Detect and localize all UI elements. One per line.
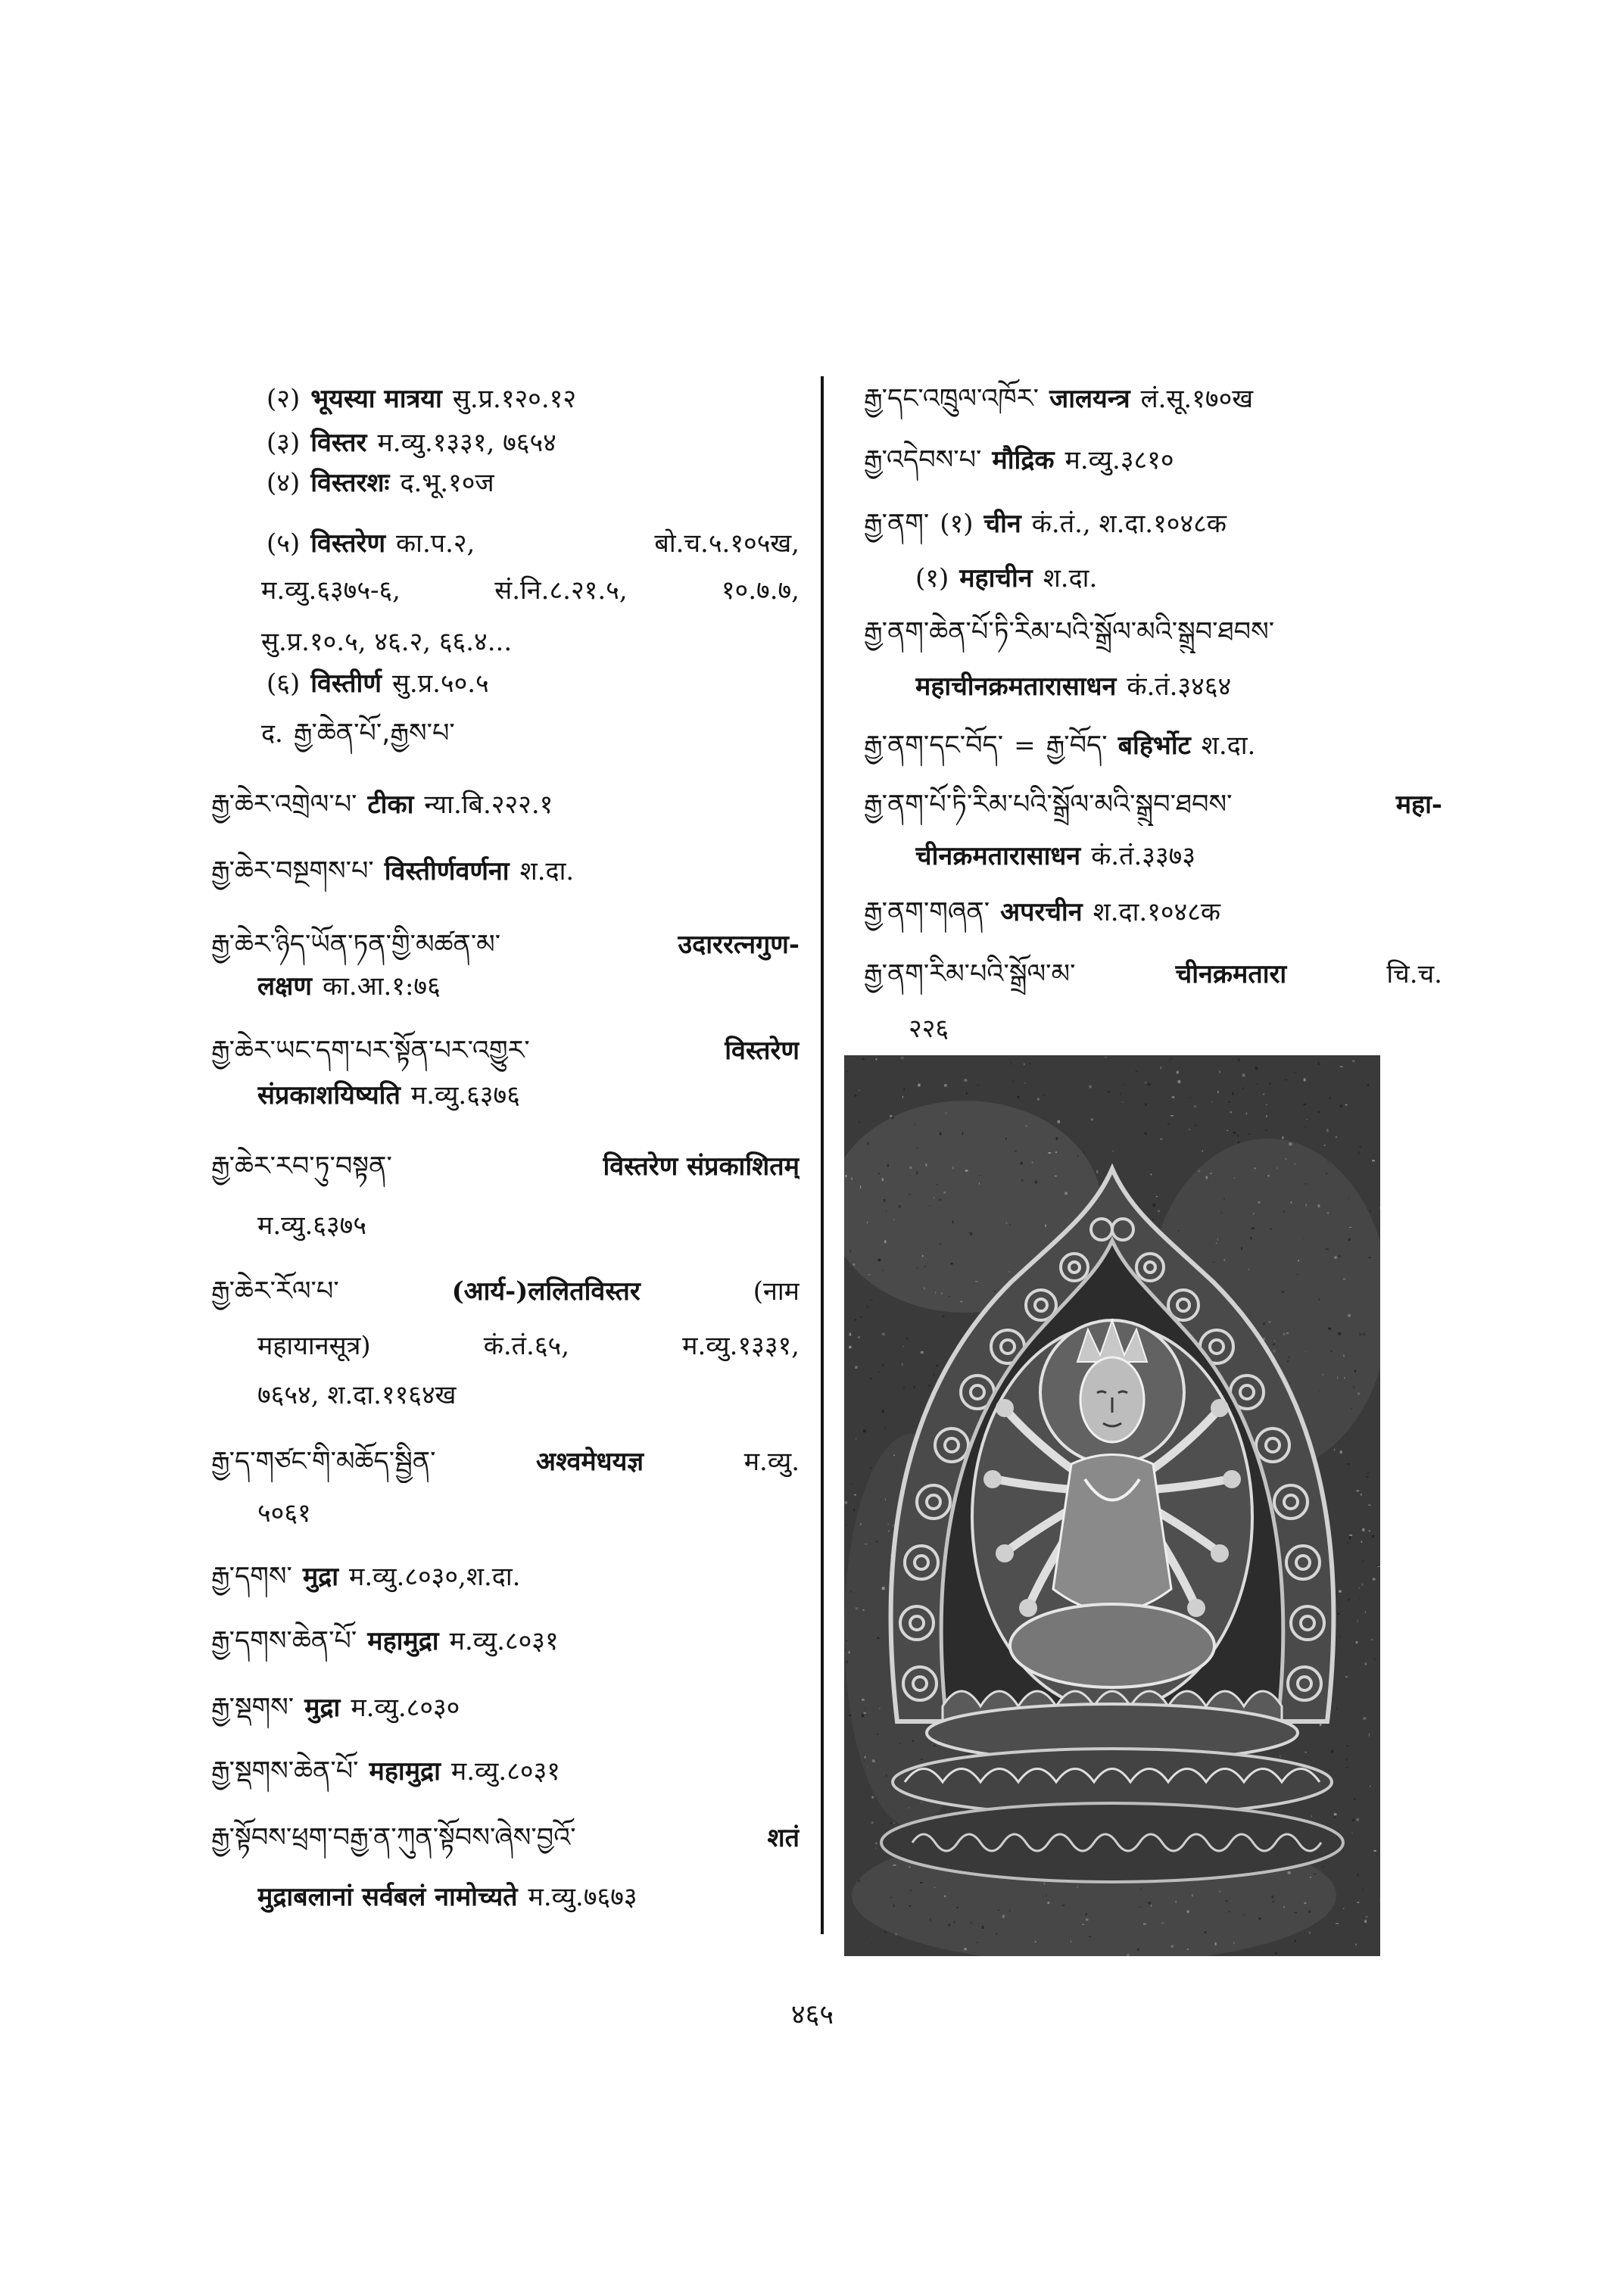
source-reference: कं.तं.३३७३ [1091, 841, 1196, 871]
left-entry-line [211, 1817, 800, 1859]
tibetan-headword: རྒྱ་དགས་ [211, 1562, 292, 1592]
left-entry-line [211, 1030, 800, 1072]
left-entry-line [211, 1441, 800, 1483]
source-reference: म.व्यु.७६७३ [528, 1882, 637, 1912]
right-entry-line [864, 378, 1442, 420]
right-entry-line [915, 835, 1442, 877]
left-entry-line [257, 1876, 800, 1918]
left-entry-line [267, 422, 800, 464]
left-entry-line [267, 522, 800, 565]
left-entry-line [211, 1750, 800, 1793]
right-column [856, 363, 1446, 1052]
sanskrit-equivalent: टीका [367, 790, 414, 820]
source-reference: ५०६१ [257, 1498, 311, 1528]
tibetan-headword: རྒྱ་བོད་ [1046, 731, 1108, 761]
source-reference: का.प.२, बो.च.५.१०५ख, [396, 528, 800, 559]
source-reference: २२६ [909, 1014, 949, 1044]
tibetan-headword: རྒྱ་སྟོབས་ཕྲག་བརྒྱ་ན་ཀུན་སྟོབས་ཞེས་བྱའོ་ [211, 1823, 576, 1853]
tibetan-headword: རྒྱ་ནག་དང་བོད་ [864, 731, 1004, 761]
left-column [204, 363, 803, 1930]
sanskrit-equivalent: चीनक्रमतारा [1175, 959, 1287, 989]
sanskrit-equivalent: महाचीनक्रमतारासाधन [915, 671, 1117, 702]
sanskrit-equivalent: मुद्रा [302, 1562, 339, 1592]
source-reference: कं.तं., श.दा.१०४८क [1031, 509, 1227, 539]
source-reference: सु.प्र.१२०.१२ [452, 384, 577, 414]
left-entry-line [261, 621, 800, 663]
sanskrit-equivalent: अश्वमेधयज्ञ [536, 1447, 644, 1477]
right-entry-line [864, 503, 1442, 545]
sanskrit-equivalent: महाचीन [959, 563, 1033, 594]
tibetan-headword: རྒྱ་ནག་གཞན་ [864, 897, 990, 927]
left-entry-line [211, 1270, 800, 1313]
right-entry-line [864, 611, 1442, 653]
sense-number: (३) [267, 428, 301, 458]
left-entry-line [211, 784, 800, 826]
source-reference: का.आ.१:७६ [323, 971, 441, 1002]
source-reference: श.दा. [519, 856, 575, 886]
sense-number: (४) [267, 468, 301, 498]
left-entry-line [257, 1325, 800, 1367]
see-also-marker: द. [261, 718, 283, 749]
source-reference: चि.च. [1386, 959, 1442, 989]
right-entry-line [864, 891, 1442, 933]
sanskrit-equivalent: लक्षण [257, 971, 313, 1002]
source-reference: म.व्यु. [743, 1447, 800, 1477]
deity-illustration [844, 1055, 1380, 1956]
sanskrit-equivalent: (आर्य-)ललितविस्तर [451, 1276, 641, 1307]
sanskrit-equivalent: महा- [1395, 790, 1442, 820]
tibetan-headword: རྒྱ་ནག་པོ་ཏི་རིམ་པའི་སྒྲོལ་མའི་སྒྲུབ་ཐབས་ [864, 790, 1233, 820]
source-reference: म.व्यु.१३३१, ७६५४ [377, 428, 556, 458]
sanskrit-equivalent: चीन [983, 509, 1021, 539]
lotus-tier-3 [881, 1803, 1343, 1882]
left-entry-line [267, 378, 800, 420]
tibetan-headword: རྒྱ་ད་གཙང་གི་མཆོད་སྦྱིན་ [211, 1447, 436, 1477]
left-entry-line [257, 965, 800, 1008]
right-entry-line [915, 665, 1442, 708]
left-entry-line [257, 1492, 800, 1534]
right-entry-line [864, 784, 1442, 826]
source-reference: (नाम [753, 1276, 800, 1307]
left-entry-line [211, 924, 800, 966]
source-reference: म.व्यु.८०३१ [450, 1756, 560, 1787]
sense-number: (१) [940, 509, 974, 539]
source-reference: कं.तं.३४६४ [1127, 671, 1232, 702]
sanskrit-equivalent: विस्तीर्णवर्णना [384, 856, 510, 886]
source-reference: म.व्यु.८०३० [351, 1693, 460, 1723]
sanskrit-equivalent: विस्तर [310, 428, 367, 458]
sanskrit-equivalent: विस्तरेण [725, 1036, 800, 1066]
sanskrit-equivalent: उदाररत्नगुण- [678, 930, 800, 960]
sanskrit-equivalent: मुद्राबलानां सर्वबलं नामोच्यते [257, 1882, 518, 1912]
left-entry-line [257, 1204, 800, 1247]
sanskrit-equivalent: शतं [767, 1823, 800, 1853]
column-divider [821, 376, 824, 1934]
source-reference: श.दा. [1201, 731, 1256, 761]
source-reference: म.व्यु.६३७५ [257, 1210, 367, 1241]
source-reference: म.व्यु.८०३१ [449, 1626, 559, 1656]
source-reference: म.व्यु.६३७६ [410, 1080, 520, 1111]
source-reference: न्या.बि.२२२.१ [424, 790, 553, 820]
tibetan-headword: རྒྱ་ཆེར་ཡང་དག་པར་སྟོན་པར་འགྱུར་ [211, 1036, 530, 1066]
tibetan-headword: རྒྱ་ནག་རིམ་པའི་སྒྲོལ་མ་ [864, 959, 1076, 989]
sanskrit-equivalent: मुद्रा [304, 1693, 341, 1723]
tibetan-headword: རྒྱ་ཆེར་འགྲེལ་པ་ [211, 790, 357, 820]
source-reference: लं.सू.१७०ख [1140, 384, 1254, 414]
left-entry-line [211, 1145, 800, 1188]
sanskrit-equivalent: महामुद्रा [369, 1756, 441, 1787]
right-entry-line [909, 1008, 1442, 1050]
left-entry-line [261, 712, 800, 755]
tibetan-headword: རྒྱ་ཆེན་པོ་,རྒྱས་པ་ [293, 718, 455, 749]
sanskrit-equivalent: चीनक्रमतारासाधन [915, 841, 1081, 871]
left-entry-line [211, 1687, 800, 1729]
source-reference: म.व्यु.३८१० [1064, 445, 1174, 475]
sanskrit-equivalent: विस्तरशः [310, 468, 390, 498]
sense-number: (१) [915, 563, 949, 594]
sanskrit-equivalent: जालयन्त्र [1049, 384, 1130, 414]
right-entry-line [864, 724, 1442, 767]
source-reference: श.दा. [1043, 563, 1098, 594]
tibetan-headword: རྒྱ་སྡགས་ [211, 1693, 295, 1723]
left-entry-line [211, 1620, 800, 1662]
sanskrit-equivalent: महामुद्रा [367, 1626, 439, 1656]
sanskrit-equivalent: मौद्रिक [992, 445, 1055, 475]
left-entry-line [261, 569, 800, 612]
tibetan-headword: རྒྱ་ཆེར་ཉིད་ཡོན་ཏན་གྱི་མཚན་མ་ [211, 930, 501, 960]
left-entry-line [257, 1074, 800, 1117]
tibetan-headword: རྒྱ་ཆེར་བསྔགས་པ་ [211, 856, 374, 886]
tibetan-headword: རྒྱ་ནག་ [864, 509, 930, 539]
source-reference: द.भू.१०ज [400, 468, 494, 498]
sanskrit-equivalent: बहिर्भोट [1117, 731, 1191, 761]
page-number: ४६५ [790, 1999, 834, 2030]
sanskrit-equivalent: विस्तीर्ण [310, 668, 382, 699]
right-entry-line [915, 557, 1442, 600]
sense-number: (२) [267, 384, 301, 414]
source-reference: म.व्यु.८०३०,श.दा. [349, 1562, 521, 1592]
tibetan-headword: རྒྱ་འདེབས་པ་ [864, 445, 982, 475]
source-reference: सु.प्र.५०.५ [391, 668, 489, 699]
tibetan-headword: རྒྱ་ཆེར་རོལ་པ་ [211, 1276, 339, 1307]
sense-number: (५) [267, 528, 301, 559]
left-entry-line [257, 1374, 800, 1416]
right-entry-line [864, 953, 1442, 995]
sanskrit-equivalent: विस्तरेण [310, 528, 386, 559]
tibetan-headword: རྒྱ་དགས་ཆེན་པོ་ [211, 1626, 357, 1656]
sanskrit-equivalent: संप्रकाशयिष्यति [257, 1080, 401, 1111]
source-reference: ७६५४, श.दा.११६४ख [257, 1380, 457, 1410]
tibetan-headword: རྒྱ་ཆེར་རབ་ཏུ་བསྟན་ [211, 1151, 392, 1182]
source-reference: श.दा.१०४८क [1093, 897, 1221, 927]
left-entry-line [211, 1556, 800, 1598]
sanskrit-equivalent: विस्तरेण संप्रकाशितम् [603, 1151, 800, 1182]
sanskrit-equivalent: भूयस्या मात्रया [310, 384, 442, 414]
tibetan-headword: རྒྱ་ནག་ཆེན་པོ་ཏི་རིམ་པའི་སྒྲོལ་མའི་སྒྲུབ་ཐབས་ [864, 617, 1275, 647]
sense-number: (६) [267, 668, 301, 699]
left-entry-line [267, 662, 800, 705]
lotus-throne [881, 1691, 1343, 1882]
tibetan-headword: རྒྱ་དང་འཁྲུལ་འཁོར་ [864, 384, 1039, 414]
left-entry-line [267, 462, 800, 504]
source-reference: महायानसूत्र) कं.तं.६५, म.व्यु.१३३१, [257, 1331, 800, 1361]
source-reference: सु.प्र.१०.५, ४६.२, ६६.४... [261, 627, 513, 657]
deity-torso [1053, 1455, 1171, 1612]
sanskrit-equivalent: अपरचीन [1000, 897, 1083, 927]
equals-sign: = [1014, 731, 1036, 761]
left-entry-line [211, 850, 800, 893]
crossed-legs [1010, 1604, 1214, 1687]
right-entry-line [864, 439, 1442, 481]
tibetan-headword: རྒྱ་སྡགས་ཆེན་པོ་ [211, 1756, 359, 1787]
source-reference: म.व्यु.६३७५-६, सं.नि.८.२१.५, १०.७.७, [261, 575, 800, 606]
